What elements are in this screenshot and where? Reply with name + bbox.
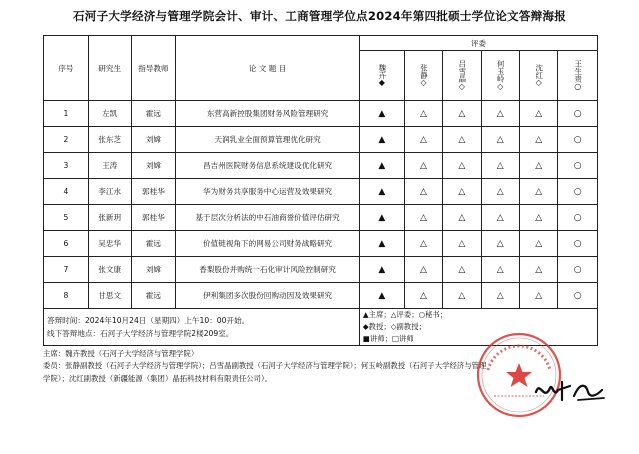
row-thesis-title: 基于层次分析法的中石油商誉价值评估研究 — [176, 205, 360, 231]
row-judge-mark: ▲ — [359, 231, 404, 257]
header-advisor: 指导教师 — [131, 36, 176, 101]
judge-header-2 — [404, 51, 442, 101]
row-student: 甘思文 — [88, 283, 131, 309]
row-judge-mark: △ — [481, 257, 519, 283]
row-student: 张东芝 — [88, 127, 131, 153]
legend-line-3: ■讲师；□讲师 — [362, 334, 414, 343]
defense-schedule-table — [43, 35, 598, 346]
row-judge-mark: △ — [404, 231, 442, 257]
row-no: 2 — [44, 127, 89, 153]
row-advisor: 刘嫦 — [131, 153, 176, 179]
row-advisor: 刘嫦 — [131, 257, 176, 283]
row-judge-mark: △ — [443, 153, 481, 179]
table-row — [44, 127, 598, 153]
row-no: 8 — [44, 283, 89, 309]
row-no: 3 — [44, 153, 89, 179]
row-judge-mark: ○ — [558, 205, 598, 231]
row-judge-mark: ○ — [558, 231, 598, 257]
judge-name: 沈红 — [534, 63, 544, 79]
committee-line-members-cont: 学院）；沈红副教授（新疆能源（集团）晶拓科技材料有限责任公司）。 — [43, 373, 273, 383]
row-judge-mark: △ — [519, 283, 557, 309]
row-judge-mark: ▲ — [359, 179, 404, 205]
row-judge-mark: △ — [443, 205, 481, 231]
row-judge-mark: △ — [443, 257, 481, 283]
defense-time-location — [44, 309, 360, 346]
row-judge-mark: △ — [519, 101, 557, 127]
row-judge-mark: ○ — [558, 257, 598, 283]
judge-header-1 — [359, 51, 404, 101]
row-judge-mark: △ — [404, 179, 442, 205]
document-title: 石河子大学经济与管理学院会计、审计、工商管理学位点2024年第四批硕士学位论文答辩海报 — [72, 9, 567, 23]
row-judge-mark: △ — [481, 101, 519, 127]
row-advisor: 刘嫦 — [131, 127, 176, 153]
row-advisor: 郭桂华 — [131, 205, 176, 231]
row-judge-mark: ○ — [558, 127, 598, 153]
table-row — [44, 179, 598, 205]
committee-line-members: 委员：张静副教授（石河子大学经济与管理学院）；吕雪晶副教授（石河子大学经济与管理学院）；何玉岭副教授（石河子大学经济与管理 — [43, 361, 487, 371]
row-judge-mark: ○ — [558, 283, 598, 309]
row-no: 6 — [44, 231, 89, 257]
row-judge-mark: △ — [481, 179, 519, 205]
row-thesis-title: 东营高新控股集团财务风险管理研究 — [176, 101, 360, 127]
judge-name: 王生贵 — [573, 59, 583, 83]
row-judge-mark: △ — [404, 101, 442, 127]
header-student: 研究生 — [88, 36, 131, 101]
defense-time: 答辩时间：2024年10月24日（星期四）上午10：00开始。 — [47, 316, 250, 325]
row-advisor: 郭桂华 — [131, 179, 176, 205]
row-student: 王涛 — [88, 153, 131, 179]
table-row — [44, 231, 598, 257]
row-judge-mark: △ — [481, 127, 519, 153]
row-student: 李江水 — [88, 179, 131, 205]
row-advisor: 霍远 — [131, 283, 176, 309]
judge-title-mark: ◇ — [458, 82, 465, 92]
row-student: 吴忠华 — [88, 231, 131, 257]
row-judge-mark: △ — [519, 257, 557, 283]
row-judge-mark: △ — [443, 231, 481, 257]
row-judge-mark: △ — [519, 127, 557, 153]
row-no: 5 — [44, 205, 89, 231]
row-thesis-title: 香梨股份并购统一石化审计风险控制研究 — [176, 257, 360, 283]
header-row-top — [44, 36, 598, 51]
row-judge-mark: △ — [443, 179, 481, 205]
row-judge-mark: △ — [519, 231, 557, 257]
row-judge-mark: △ — [519, 179, 557, 205]
judge-header-6 — [558, 51, 598, 101]
row-judge-mark: △ — [519, 205, 557, 231]
row-student: 张新玥 — [88, 205, 131, 231]
judge-name: 魏卉 — [377, 63, 387, 79]
row-thesis-title: 伊利集团多次股份回购动因及效果研究 — [176, 283, 360, 309]
row-judge-mark: ○ — [558, 153, 598, 179]
committee-line-chair: 主席：魏卉教授（石河子大学经济与管理学院） — [43, 349, 199, 358]
row-judge-mark: ▲ — [359, 283, 404, 309]
table-row — [44, 153, 598, 179]
row-thesis-title: 昌吉州医院财务信息系统建设优化研究 — [176, 153, 360, 179]
defense-location: 线下答辩地点：石河子大学经济与管理学院2楼209室。 — [47, 329, 234, 338]
judge-title-mark: ○ — [574, 82, 582, 92]
row-judge-mark: ▲ — [359, 153, 404, 179]
row-student: 左凯 — [88, 101, 131, 127]
row-judge-mark: △ — [443, 101, 481, 127]
judge-title-mark: ◇ — [420, 78, 427, 88]
row-judge-mark: ▲ — [359, 205, 404, 231]
judge-header-3 — [443, 51, 481, 101]
row-judge-mark: △ — [404, 283, 442, 309]
row-student: 张文康 — [88, 257, 131, 283]
judge-name: 张静 — [419, 63, 429, 79]
row-judge-mark: △ — [404, 127, 442, 153]
row-thesis-title: 天润乳业全面预算管理优化研究 — [176, 127, 360, 153]
header-no: 序号 — [44, 36, 89, 101]
row-judge-mark: ▲ — [359, 257, 404, 283]
row-judge-mark: ○ — [558, 101, 598, 127]
table-row — [44, 283, 598, 309]
row-thesis-title: 华为财务共享服务中心运营及效果研究 — [176, 179, 360, 205]
row-judge-mark: △ — [443, 283, 481, 309]
row-judge-mark: △ — [404, 205, 442, 231]
legend-line-2: ◆教授；◇副教授； — [362, 322, 426, 331]
judge-name: 吕雪晶 — [457, 59, 467, 83]
row-judge-mark: △ — [481, 153, 519, 179]
row-advisor: 霍远 — [131, 101, 176, 127]
row-no: 7 — [44, 257, 89, 283]
table-row — [44, 101, 598, 127]
judge-header-4 — [481, 51, 519, 101]
judge-title-mark: ◇ — [497, 82, 504, 92]
judge-header-5 — [519, 51, 557, 101]
row-judge-mark: △ — [404, 153, 442, 179]
table-row — [44, 205, 598, 231]
row-no: 4 — [44, 179, 89, 205]
row-judge-mark: △ — [519, 153, 557, 179]
row-advisor: 霍远 — [131, 231, 176, 257]
row-no: 1 — [44, 101, 89, 127]
row-judge-mark: ○ — [558, 179, 598, 205]
row-judge-mark: △ — [481, 205, 519, 231]
row-judge-mark: △ — [443, 127, 481, 153]
header-committee: 评委 — [359, 36, 597, 51]
row-judge-mark: △ — [481, 231, 519, 257]
row-judge-mark: △ — [481, 283, 519, 309]
table-body — [44, 101, 598, 309]
row-judge-mark: ▲ — [359, 101, 404, 127]
legend-line-1: ▲主席；△评委；○秘书； — [362, 310, 448, 319]
judge-title-mark: ◇ — [535, 78, 542, 88]
header-thesis-title: 论 文 题 目 — [176, 36, 360, 101]
row-thesis-title: 价值链视角下的网易公司财务战略研究 — [176, 231, 360, 257]
table-row — [44, 257, 598, 283]
row-judge-mark: △ — [404, 257, 442, 283]
row-judge-mark: ▲ — [359, 127, 404, 153]
judge-title-mark: ◆ — [378, 78, 385, 88]
signature-icon — [530, 372, 608, 406]
judge-name: 何玉岭 — [496, 59, 506, 83]
